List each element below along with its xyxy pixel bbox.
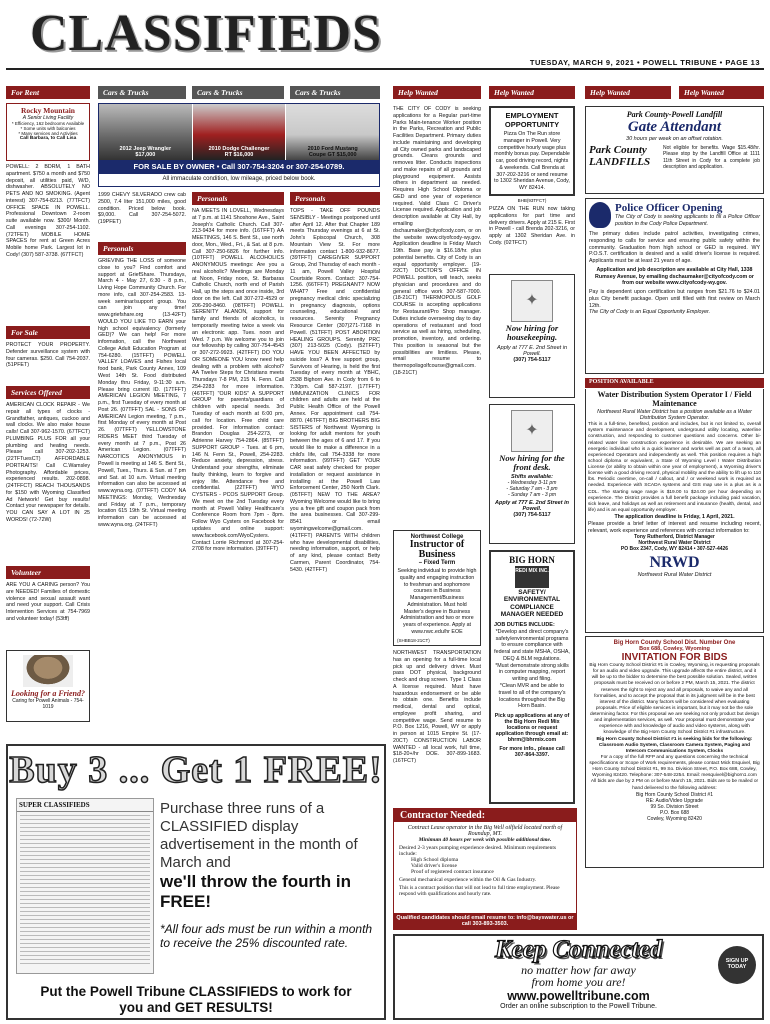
header-help-2: Help Wanted (489, 86, 575, 99)
header-cars-3: Cars & Trucks (290, 86, 380, 99)
housekeeping-sub: Apply at 777 E. 2nd Street in Powell. (496, 344, 568, 357)
pizza-text: PIZZA ON THE RUN now taking applications for part time and delivery drivers. Apply at 215 E. First in Powell - call Brenda 202-3216, or apply at 1302 Sheridan Ave. in Cody. (02TFCT) (489, 206, 575, 246)
employment-ad (489, 106, 575, 196)
contractor-item-3: Proof of registered contract insurance (411, 869, 494, 875)
bids-more: For a copy of the full RFP and any questions concerning the technical specifications or Scope of Work requirements, please contact Mick Esquivel, Big Horn County School District #1, 99 So. Division Street, P.O. Box 688, Cowley, Wyoming 82420. Telephone: 307-548-2254. Email: mesquivel@bighorn1.com (589, 754, 760, 779)
wd-send: Please provide a brief letter of interest and resume including recent, relevant, work experience and references with contact information to: (588, 520, 761, 534)
housekeeping-phone: (307) 754-5117 (513, 356, 551, 363)
landfill-heading: Gate Attendant (627, 119, 722, 135)
volunteer-text: ARE YOU A CARING person? You are NEEDED! Families of domestic violence and sexual assault want and need your support. Call Crisis Intervention Services at 754-7969 and volunteer today! (53tff) (6, 582, 90, 622)
rocky-line-3: * Many services and Activities (18, 131, 78, 136)
shift-3: - Sunday 7 am - 3 pm (507, 491, 557, 498)
housekeeping-title: Now hiring for housekeeping. (505, 323, 559, 342)
nwc-code: (SHBB18-21CT) (397, 637, 430, 643)
rocky-line-2: * Some units with balconies (20, 126, 76, 131)
masthead-rule (6, 68, 764, 70)
contractor-req: Desired 2-3 years pumping experience desired. Minimum requirements include: (399, 845, 557, 857)
keep-order: Order an online subscription to the Powell Tribune. (500, 1003, 657, 1011)
newspaper-image (16, 798, 154, 974)
contractor-item-2: Valid driver's license (411, 863, 457, 869)
keep-connected-ad (393, 934, 764, 1020)
wd-addr-3: PO Box 2347, Cody, WY 82414 • 307-527-4426 (620, 546, 729, 553)
wd-sub: Northwest Rural Water District has a position available as a Water Distribution System Operator. (597, 408, 752, 422)
rocky-line-1: * Efficiency, 162 bedrooms Available (11, 121, 85, 126)
contractor-send: Qualified candidates should email resume to: info@bayswater.us or call 303-893-3503. (394, 913, 576, 929)
contractor-title: Contractor Needed: (394, 809, 576, 822)
header-help-1: Help Wanted (393, 86, 481, 99)
car-2 (193, 104, 287, 160)
looking-for-friend-ad (6, 650, 90, 722)
nwc-text: Seeking individual to provide high quality and engaging instruction to freshman and sophomore courses in Business Management/Business Administration. Must hold Master's degree in Business Administration and two or more years of experience. Apply at www.nwc.edu/hr EOE (397, 568, 477, 635)
car-1 (99, 104, 193, 160)
landfill-text: Not eligible for benefits. Wage $15.48/hr. Please stop by the Landfill Office at 1111 11th Street in Cody for a complete job description and application. (663, 145, 760, 171)
masthead (0, 0, 770, 80)
buy3-text-2: we'll throw the fourth in FREE! (160, 872, 352, 912)
personals-2-text: NA MEETS IN LOVELL, Wednesdays at 7 p.m. at 1141 Shoshone Ave., Saint Joseph's Catholic Church. Call 307-213-9434 for more info. (16TFFT) AA MEETINGS, 146 S. Bent St., use north door, Mon., Wed., Fri., & Sat. at 8 p.m. Call 307-250-6826 for further info. (10TFFT) POWELL ALCOHOLICS ANONYMOUS meetings: Are you a real alcoholic? Meetings are Monday at Noon, Friday noon, St. Barbaras Catholic Church, north end of Parish Hall, up the steps and once inside, 3rd door on the left. Call 307-272-4529 or 206-290-8460. (08TFFT) POWELL SERENITY ALANON, support for family and friends of alcoholics, is temporarily meeting twice a week via an electronic app. Tues. noon and Wed. 7 p.m. We welcome you to join our fellowship by calling 307-754-4543 or 307-272-9923. (42TFFT) DO YOU OR SOMEONE YOU know need help dealing with a problem with alcohol? AA Twelve Steps for Christians meets Thursdays 7-8 PM, 215 N. Fenn. Call 254-2283 for more information. (46TFFT) "OUR KIDS" A SUPPORT GROUP for parents/guardians of children with special needs. 3rd Tuesday of each month at 6:00 pm, call for location. Free child care provided. For information contact: Brandon Douglas 254-2273, or Adrienne Harvey 754-2864. (85TFFT) SUPPORT GROUP - Tues. at 6 pm, 146 N. Fenn St., Powell, 254-2283. Reduce anxiety, depression, stress. Understand your strengths, eliminate faulty thinking, learn to forgive and enjoy life. Attendance free and confidential. (22TFFT) WYO CYSTERS - PCOS SUPPORT Group. We meet on the 2nd Tuesday every month at Powell Valley Healthcare's Conference Room from 7pm - 8pm. Follow Wyo Cysters on Facebook for updates and online support: www.facebook.com/WyoCysters. Contact Lorrie Richmond at 307-254-2708 for more information. (39TFFT) (192, 208, 284, 553)
stars-logo: ✦ (511, 280, 553, 322)
header-personals-2: Personals (192, 192, 284, 205)
police-sub: The City of Cody is seeking applicants to fill a Police Officer position in the Cody Police Department. (615, 214, 760, 227)
car-1-price: $17,000 (135, 152, 156, 158)
signup-badge[interactable] (718, 946, 756, 984)
bids-title: INVITATION FOR BIDS (621, 652, 728, 663)
employment-code: BHB(93TFCT) (517, 198, 547, 203)
date-line: TUESDAY, MARCH 9, 2021 • POWELL TRIBUNE • PAGE 13 (529, 58, 760, 67)
car-2-name: 2010 Dodge Challenger (208, 146, 270, 152)
buy3-title: Buy 3 ... Get 1 FREE! (9, 749, 383, 791)
dog-image (23, 655, 73, 687)
employment-text: Pizza On The Run store manager in Powell. Very competitive hourly wage plus monthly bonus pay. Dependable car, good driving record, nights & weekends. Call Brenda at 307-202-3216 or send resume to 1302 Sheridan Avenue, Cody, WY 82414. (494, 131, 570, 192)
bighorn-duties: JOB DUTIES INCLUDE: (494, 621, 555, 628)
bids-addr-4: P.O. Box 688 (659, 809, 690, 816)
wd-addr-2: Northwest Rural Water District (638, 540, 711, 547)
bids-addr-5: Cowley, Wyoming 82420 (647, 815, 702, 822)
bids-due: All bids are due by 2 PM on or before March 15, 2021. Bids are to be mailed or hand delivered to the following address: (590, 779, 759, 791)
buy3-text-1: Purchase three runs of a CLASSIFIED display advertisement in the month of March and (160, 800, 358, 871)
header-for-rent: For Rent (6, 86, 90, 99)
truck-listing: 1999 CHEVY SILVERADO crew cab 2500, 7.4 liter 151,000 miles, good condition. Priced below book. $9,000. Call 307-254-5072. (19PFET) (98, 192, 186, 226)
police-apply: Application and job description are available at City Hall, 1338 Rumsey Avenue, by emailing dschaumaker@cityofcody.com or from our website www.cityofcody-wy.gov. (595, 266, 754, 287)
header-cars-2: Cars & Trucks (192, 86, 284, 99)
for-rent-text: POWELL: 2 BDRM, 1 BATH apartment. $750 a month and $750 deposit, all utilities paid, W/D, dishwasher. ABSOLUTELY NO PETS AND NO SMOKING. (Agent interest) 307-754-8213. (77TFCT) OFFICE SPACE IN POWELL. Professional Downtown 2-room suite available now. $300/ Month. Call evenings 307-254-1102. (72TFET) MOBILE HOME SPACES for rent at Green Acres Mobile home Park. Largest lot in Cody! (307) 587-3738. (67TFCT) (6, 164, 90, 258)
car-1-name: 2012 Jeep Wrangler (119, 146, 172, 152)
bighorn-duty-2: *Must demonstrate strong skills in computer mapping, report writing and filing. (495, 662, 569, 683)
rocky-mountain-ad (6, 103, 90, 161)
nwc-title: Northwest College (410, 534, 464, 540)
cars-sub: All immaculate condition, low mileage, priced below book. (162, 176, 316, 182)
bighorn-logo (515, 566, 549, 588)
header-help-4: Help Wanted (679, 86, 764, 99)
nwc-heading: Instructor of Business (409, 539, 465, 560)
rocky-title: Rocky Mountain (21, 106, 75, 115)
keep-sub-1: no matter how far away (521, 963, 636, 977)
landfill-title: Park County-Powell Landfill (626, 110, 723, 119)
wd-addr-1: Tony Rutherford, District Manager (634, 534, 715, 541)
bids-ad (585, 636, 764, 868)
bighorn-duty-1: *Develop and direct company's safety/environmental programs to ensure compliance with federal and state MSHA, OSHA, DEQ & BLM regulations. (494, 628, 570, 662)
looking-sub: Caring for Powell Animals - 754-1019 (12, 698, 84, 710)
help-1-text: THE CITY OF CODY is seeking applications for a Regular part-time Parks Main-tenance Worker position in the Parks, Recreation and Public Facilities Department. Primary duties include maintaining and developing all City owned parks and landscaped grounds. Cleans grounds and removes litter. Conducts inspections and make repairs of all grounds and playground equipment. Assists others in department as needed. Requires High School Diploma or GED and one year of experience required. Valid Class C Driver's License required. Application and job description available at City Hall, by emailing dschaumaker@cityofcody.com, or on the website www.cityofcody-wy.gov. Application deadline is Friday March 19th. Base pay is $16.18/hr. plus potential benefits. City of Cody is an equal opportunity employer. (19-22CT) DOCTOR'S OFFICE IN POWELL position, will teach, seeks physician and procedures and do general office work 307-587-7000. (18-21CT) THERMOPOLIS GOLF COURSE is accepting applications for Restaurant/Pro Shop manager. Duties include overseeing day to day operations of restaurant and food service as well as hiring, scheduling, promotion, inventory, and ordering. This position is seasonal but the possibilities are limitless. Please, email resume to thermopolisgolfcourse@gmail.com. (18-21CT) (393, 106, 481, 376)
stars-logo-2: ✦ (511, 410, 553, 452)
header-volunteer: Volunteer (6, 566, 90, 579)
contractor-ad (393, 808, 577, 930)
front-desk-apply: Apply at 777 E. 2nd Street in Powell. (495, 499, 569, 512)
personals-1-text: GRIEVING THE LOSS of someone close to you? Find comfort and support at GriefShare. Thursdays, March 4 - May 27, 6:30 - 8 p.m., Living Hope Community Church. For more info, call 307-254-2583. 13-week seminar/support group. You can join any time! www.griefshare.org (13-42FT) WOULD YOU LIKE TO EARN your high school equivalency (formerly GED)? We can help! For more information, call the Northwest College Adult Education Program at 754-6280. (15TFFT) POWELL VALLEY LOAVES and Fishes local food bank, Park County Annex, 109 West 14th St. Food distributed Monday thru Friday, 9-11:30 a.m. Please bring current ID. (17TFFT) AMERICAN LEGION MEETING, 7 p.m., first Tuesday of every month at Post 26. (07TFFT) SAL - SONS OF AMERICAN Legion meeting, 7 p.m., first Monday of every month at Post 26. (07TFFT) YELLOWSTONE RIDERS MEET third Tuesday of every month at 7 p.m., Post 26 American Legion. (07TFFT) NARCOTICS ANONYMOUS in Powell is meeting at 146 S. Bent St., Powell, Tues., Thurs. & Sun. at 7 pm and Sat. at 10 a.m. Virtual meeting information can also be accessed at www.wyna.org. (07TFFT) CODY NA MEETINGS: Monday, Wednesday and Friday at 7 p.m., temporary location 615 19th St. Virtual meeting information can be accessed at www.wyna.org. (24TFFT) (98, 258, 186, 528)
contractor-min: Minimum 40 hours per week with possible additional time. (418, 837, 552, 843)
header-personals-3: Personals (290, 192, 380, 205)
front-desk-ad (489, 404, 575, 544)
contractor-intro: Contract Lease operator in the Big Well oilfield located north of Roundup, MT. (407, 825, 563, 837)
header-position: POSITION AVAILABLE (585, 378, 764, 388)
looking-title: Looking for a Friend? (10, 689, 85, 698)
nwc-instructor-ad (393, 530, 481, 646)
bids-text: Big Horn County School District #1 in Cowley, Wyoming, is requesting proposals for an audio and video upgrade. This upgrade affects the entire district, and it will be up to the bidder to determine the best possible solution. Sealed, written proposals must be received on or before 2 PM, March 15, 2021. The district reserves the right to reject any and all proposals, to waive any and all formalities, and to accept the proposal that in its judgment will be in the best interest of the district. Many factors will be considered when evaluating proposals. Price of eligible services is important, but it may not be the sole determining factor. For this proposal we are seeking not only product but design and implementation services, as well. Your proposal must demonstrate your experience with and knowledge of audio and video systems, along with knowledge of the Big Horn County School District #1 infrastructure. (589, 663, 760, 736)
buy3-footer: Put the Powell Tribune CLASSIFIEDS to work for you and GET RESULTS! (40, 983, 352, 1015)
car-2-price: RT $16,000 (224, 152, 254, 158)
shift-2: - Saturday 7 am - 3 pm (506, 485, 558, 492)
keep-sub-2: from home you are! (531, 975, 626, 989)
header-services: Services Offered (6, 386, 90, 399)
front-desk-shifts: Shifts available: (511, 473, 553, 480)
front-desk-title: Now hiring for the front desk. (499, 453, 565, 472)
contractor-item-1: High School diploma (411, 857, 459, 863)
nrwd-sub: Northwest Rural Water District (637, 572, 712, 579)
car-photos (99, 104, 379, 160)
bighorn-more: For more info., please call 307-864-3397. (499, 746, 565, 759)
rocky-contact: Call Barbara, to Call Lisa (19, 136, 77, 141)
newspaper-title: SUPER CLASSIFIEDS (17, 799, 153, 812)
bighorn-title: BIG HORN (509, 555, 555, 565)
contractor-general: General mechanical experience within the Oil & Gas Industry. (399, 877, 537, 883)
contractor-note: This is a contract position that will not lead to full time employment. Please respond with qualifications and hourly rate. (399, 885, 560, 897)
bighorn-sub: REDI MIX INC. (515, 568, 549, 574)
help-1-more: NORTHWEST TRANSPORTATION has an opening for a full-time local pick up and delivery driver. Must pass DOT physical, background check and drug screen. Type 1 Class A license required. Must have hazardous endorsement or be able to obtain one. Benefits include medical, dental and optical, employee profit sharing, and competitive wage. Send resume to P.O. Box 1216, Powell, WY or apply in person at 1015 Empire St. (17-20CT) CONSTRUCTION LABOR WANTED - all local work, full time, $18-20+/hr DOE. 307-899-1683. (16TFCT) (393, 650, 481, 765)
bids-addr-1: Big Horn County School District #1 (636, 791, 713, 798)
bids-addr-2: RE: Audio/Video Upgrade (646, 797, 703, 804)
police-pay: Pay is dependent upon certification but ranges from $21.76 to $24.01 plus City benefit package. Open until filled with first review on March 12th. (589, 289, 760, 309)
car-3-name: 2010 Ford Mustang (307, 146, 358, 152)
header-cars-1: Cars & Trucks (98, 86, 186, 99)
header-for-sale: For Sale (6, 326, 90, 339)
buy3-note: *All four ads must be run within a month to receive the 25% discounted rate. (160, 922, 373, 951)
nwc-sub: – Fixed Term (418, 560, 456, 566)
landfill-sub: 30 hours per week on an offset rotation. (626, 136, 723, 142)
bighorn-pick: Pick up applications at any of the Big Horn Redi Mix locations or request application through email at: bhrm@bhrmix.com (494, 713, 570, 744)
bighorn-duty-3: *Clean MVR and be able to travel to all of the company's locations throughout the Big Horn Basin. (498, 683, 566, 710)
bids-list: Big Horn County School District #1 is seeking bids for the following: Classroom Audio System, Classroom Camera System, Paging and Intercom Communications System, Clocks (596, 736, 753, 754)
police-eoe: The City of Cody is an Equal Opportunity Employer. (589, 309, 711, 316)
police-ad (585, 198, 764, 374)
for-sale-text: PROTECT YOUR PROPERTY. Defender surveillance system with four cameras. $250. Call 754-2037. (51PFET) (6, 342, 90, 369)
personals-3-text: TOPS - TAKE OFF POUNDS SENSIBLY - Meetings postponed until after April 12. After that Chapter 189 meets Thursday evenings at 6 at St. John's Episcopal Church, 308 Mountain View St. For more information contact 1-800-932-8677. (39TFFT) CAREGIVER SUPPORT Group, 2nd Thursday of each month - 11 am, Powell Valley Hospital Courtside Room. Contact: 307-754-1256. (66TFFT) PREGNANT? NOW WHAT? Free and confidential pregnancy medical clinic specializing in pregnancy diagnosis, options counseling, educational and resources. Serenity Pregnancy Resource Center (307)271-7168 in Powell. (51TFFT) POST ABORTION HEALING GROUPS. Serenity PRC (307) 213-5025 (Cody). (52TFFT) HAVE YOU BEEN AFFECTED by suicide loss? A free support group, Survivors of Hearing, is held the first Tuesday of every month at YBHC, 2538 Bighorn Ave. in Cody from 6 to 7:30pm. Call 587-2197. (17TFFT) IMMUNIZATION CLINICS FOR children and adults are held at the Public Health Office of the Powell Annex. For appointment call 754-8870. (46TFFT) BIG BROTHERS BIG SISTERS of Northwest Wyoming is looking for adult mentors for youth between the ages of 6 and 17. If you would like to make a difference in a child's life, call 754-3338 for more information. (99TFFT) GET YOUR CAR seat safety checked for proper installation or request assistance in installing at the Powell Law Enforcement Center, 250 North Clark. (05TFFT) NEW TO THE AREA? Wyoming Welcome would like to bring you a free gift and coupon pack from the area businesses. Call 307-299-8541 or email wyomingwelcome@gmail.com. (41TFFT) PARENTS WITH children who have developmental disabilities, needing information, support, or help of any kind, please contact Betty Carmen, Parent Coordinator, 754-5430. (42TFFT) (290, 208, 380, 573)
nrwd-logo: NRWD (649, 554, 700, 572)
cars-ad (98, 103, 380, 187)
keep-title: Keep Connected (494, 936, 663, 963)
employment-title: EMPLOYMENT OPPORTUNITY (504, 111, 560, 129)
housekeeping-ad (489, 274, 575, 398)
signup-text: SIGN UP TODAY (725, 958, 749, 971)
shift-1: - Wednesday 3-11 pm (507, 479, 557, 486)
masthead-title: CLASSIFIEDS (30, 5, 383, 62)
services-text: AMERICAN CLOCK REPAIR - We repair all types of clocks - Grandfather, antiques, cuckoo and wall clocks. We also make house calls! Call 307-962-1570. (67TFCT) PLUMBING PLUS FOR all your plumbing and heating needs. Please call 307-202-1253. (22TFTuesCT) AFFORDABLE PORTRAITS! Call C.Wamsley Photography. Affordable prices, experienced results. 202-0898. (24TFFCT) REACH THOUSANDS for $150 with Wyoming Classified Ad Network! Get buy results! Contact your newspaper for details. YOU CAN SAY A LOT IN 25 WORDS! (72-72W) (6, 402, 90, 524)
car-3-price: Coupe GT $15,000 (308, 152, 357, 158)
wd-title: Water Distribution System Operator I / Field Maintenance (597, 390, 752, 408)
wd-deadline: The application deadline is Friday, 1 April, 2021. (614, 514, 735, 520)
header-help-3: Help Wanted (585, 86, 671, 99)
police-badge-icon (589, 202, 611, 228)
header-personals-1: Personals (98, 242, 186, 255)
rocky-sub: A Senior Living Facility (22, 115, 74, 121)
keep-url[interactable]: www.powelltribune.com (507, 989, 650, 1004)
buy3-ad (6, 744, 386, 1020)
bighorn-safety: SAFETY/ ENVIRONMENTAL COMPLIANCE MANAGER NEEDED (500, 589, 564, 619)
bighorn-ad (489, 550, 575, 804)
bids-h2: Box 688, Cowley, Wyoming (639, 646, 710, 652)
police-text: The primary duties include patrol activities, investigating crimes, responding to calls for service and ensuring public safety within the community. Graduation from high school or GED is required. WY P.O.S.T. certification is desired and a valid driver's license is required. Applicants must be at least 21 years of age. (589, 231, 760, 265)
landfill-logo: Park County LANDFILLS (589, 144, 651, 168)
landfill-ad (585, 106, 764, 194)
front-desk-phone: (307) 754-5117 (513, 511, 551, 518)
car-3 (286, 104, 379, 160)
bids-addr-3: 99 So. Division Street (650, 803, 699, 810)
water-district-ad (585, 389, 764, 633)
cars-banner: FOR SALE BY OWNER • Call 307-754-3204 or 307-254-0789. (99, 160, 379, 174)
police-heading: Police Officer Opening (615, 202, 723, 214)
bids-h1: Big Horn County School Dist. Number One (613, 640, 736, 646)
wd-text: This is a full-time, benefited, position and includes, but is not limited to, overall system maintenance and development, underground utility locating, waterline construction, and responding to customer questions and concerns. Other bi-related water line construction experience is desirable. We are seeking an energetic individual who is a quick learner and works well as part of a team, all experienced Operators and independently as well. This position requires a high school diploma or equivalent, a State of Wyoming Level I Water Distribution License (or ability to obtain within one year of employment), a Wyoming driver's license with a good driving record, physical mobility and the ability to lift up to 110 lbs. Periodic overtime, on-call / callout, and / or weekend work is required as needed. Experience with SCADA systems and GIS map use is a plus as is a CDL. The starting wage range is $19.00 to $24.00 per hour depending on experience. The District provides a full benefit package including paid vacation, sick leave, and holidays as well as retirement and insurance (health, dental, and life) and is an equal opportunity employer. (588, 422, 761, 513)
